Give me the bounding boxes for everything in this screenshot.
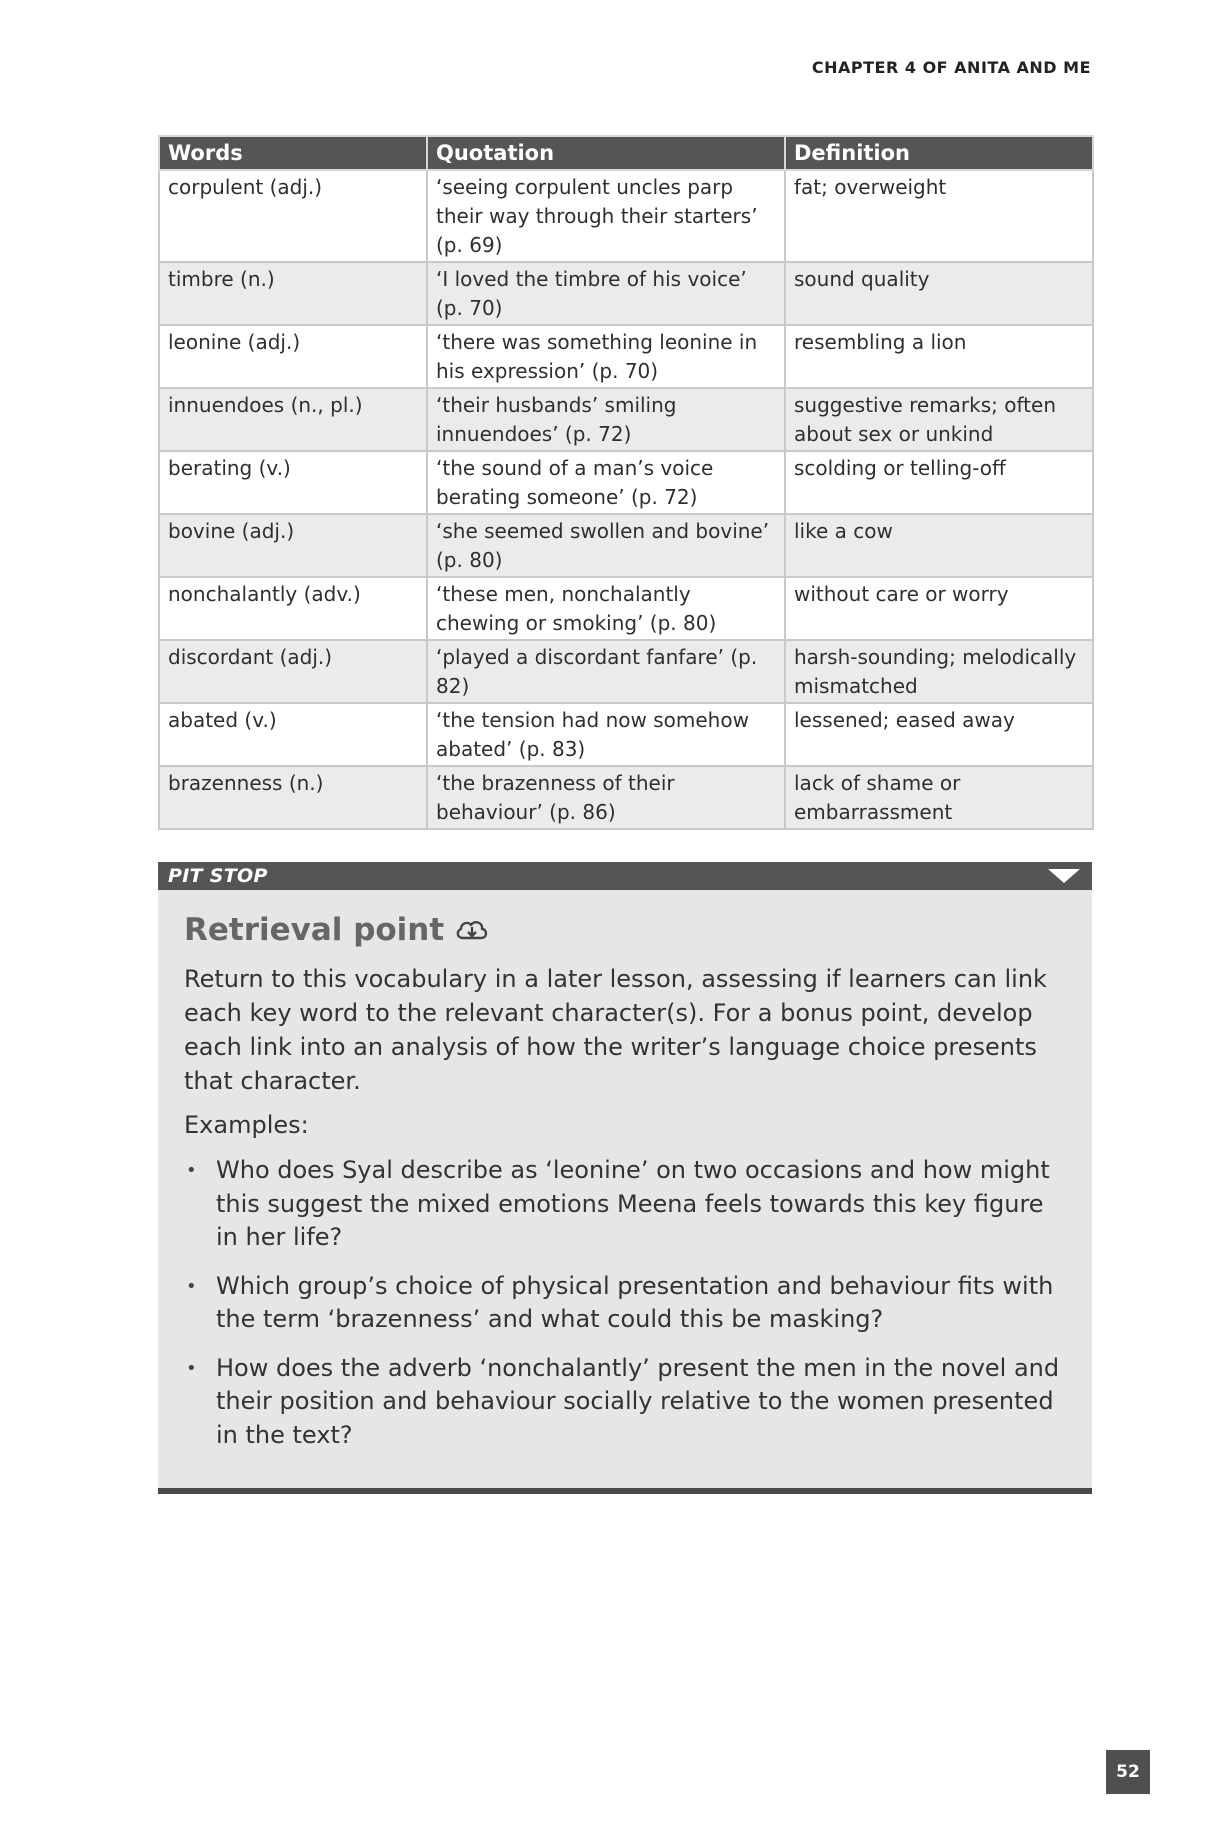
table-row [159, 451, 1093, 514]
table-row [159, 577, 1093, 640]
quotation-cell: ‘the tension had now somehow abated’ (p. 83) [427, 703, 785, 766]
cloud-download-icon [454, 916, 490, 944]
word-cell: innuendoes (n., pl.) [159, 388, 427, 451]
word-cell: nonchalantly (adv.) [159, 577, 427, 640]
quotation-cell: ‘their husbands’ smiling innuendoes’ (p. 72) [427, 388, 785, 451]
word-cell: corpulent (adj.) [159, 170, 427, 262]
column-header-quotation: Quotation [427, 136, 785, 170]
table-row [159, 703, 1093, 766]
quotation-cell: ‘the sound of a man’s voice berating someone’ (p. 72) [427, 451, 785, 514]
quotation-cell: ‘she seemed swollen and bovine’ (p. 80) [427, 514, 785, 577]
bullet-icon: • [186, 1160, 197, 1181]
example-question: Which group’s choice of physical presentation and behaviour fits with the term ‘brazenness’ and what could this be masking? [216, 1271, 1054, 1333]
table-header-row [159, 136, 1093, 170]
list-item [184, 1270, 1066, 1337]
definition-cell: like a cow [785, 514, 1093, 577]
table-row [159, 170, 1093, 262]
definition-cell: lessened; eased away [785, 703, 1093, 766]
example-question: How does the adverb ‘nonchalantly’ present the men in the novel and their position and behaviour socially relative to the women presented in the text? [216, 1353, 1060, 1449]
pit-stop-header-bar[interactable] [158, 862, 1092, 890]
list-item [184, 1154, 1066, 1255]
collapse-triangle-icon[interactable] [1048, 869, 1080, 883]
quotation-cell: ‘these men, nonchalantly chewing or smoking’ (p. 80) [427, 577, 785, 640]
pit-stop-bottom-border [158, 1488, 1092, 1494]
retrieval-intro-text: Return to this vocabulary in a later lesson, assessing if learners can link each key word to the relevant character(s). For a bonus point, develop each link into an analysis of how the writer’s language choice presents that character. [184, 965, 1047, 1095]
quotation-cell: ‘played a discordant fanfare’ (p. 82) [427, 640, 785, 703]
quotation-cell: ‘the brazenness of their behaviour’ (p. 86) [427, 766, 785, 829]
word-cell: timbre (n.) [159, 262, 427, 325]
table-row [159, 325, 1093, 388]
quotation-cell: ‘I loved the timbre of his voice’ (p. 70) [427, 262, 785, 325]
word-cell: leonine (adj.) [159, 325, 427, 388]
pit-stop-box [158, 862, 1092, 1494]
table-row [159, 766, 1093, 829]
examples-label: Examples: [184, 1111, 309, 1139]
vocabulary-table [158, 135, 1094, 830]
word-cell: bovine (adj.) [159, 514, 427, 577]
retrieval-point-title: Retrieval point [184, 912, 445, 948]
table-row [159, 514, 1093, 577]
bullet-icon: • [186, 1275, 197, 1297]
definition-cell: without care or worry [785, 577, 1093, 640]
running-header-title: CHAPTER 4 OF ANITA AND ME [811, 58, 1091, 77]
definition-cell: harsh-sounding; melodically mismatched [785, 640, 1093, 703]
quotation-cell: ‘there was something leonine in his expression’ (p. 70) [427, 325, 785, 388]
definition-cell: scolding or telling-off [785, 451, 1093, 514]
retrieval-point-heading [184, 912, 1066, 948]
table-row [159, 640, 1093, 703]
word-cell: abated (v.) [159, 703, 427, 766]
word-cell: brazenness (n.) [159, 766, 427, 829]
word-cell: berating (v.) [159, 451, 427, 514]
definition-cell: lack of shame or embarrassment [785, 766, 1093, 829]
definition-cell: resembling a lion [785, 325, 1093, 388]
table-row [159, 262, 1093, 325]
pit-stop-label: PIT STOP [168, 865, 268, 887]
pit-stop-body [158, 890, 1092, 1452]
page-number-badge: 52 [1106, 1750, 1150, 1794]
list-item [184, 1352, 1066, 1453]
word-cell: discordant (adj.) [159, 640, 427, 703]
column-header-words: Words [159, 136, 427, 170]
quotation-cell: ‘seeing corpulent uncles parp their way through their starters’ (p. 69) [427, 170, 785, 262]
definition-cell: suggestive remarks; often about sex or unkind [785, 388, 1093, 451]
table-row [159, 388, 1093, 451]
column-header-definition: Definition [785, 136, 1093, 170]
definition-cell: sound quality [785, 262, 1093, 325]
definition-cell: fat; overweight [785, 170, 1093, 262]
examples-list [184, 1154, 1066, 1452]
example-question: Who does Syal describe as ‘leonine’ on two occasions and how might this suggest the mixed emotions Meena feels towards this key figure in her life? [216, 1156, 1050, 1251]
bullet-icon: • [186, 1357, 197, 1379]
